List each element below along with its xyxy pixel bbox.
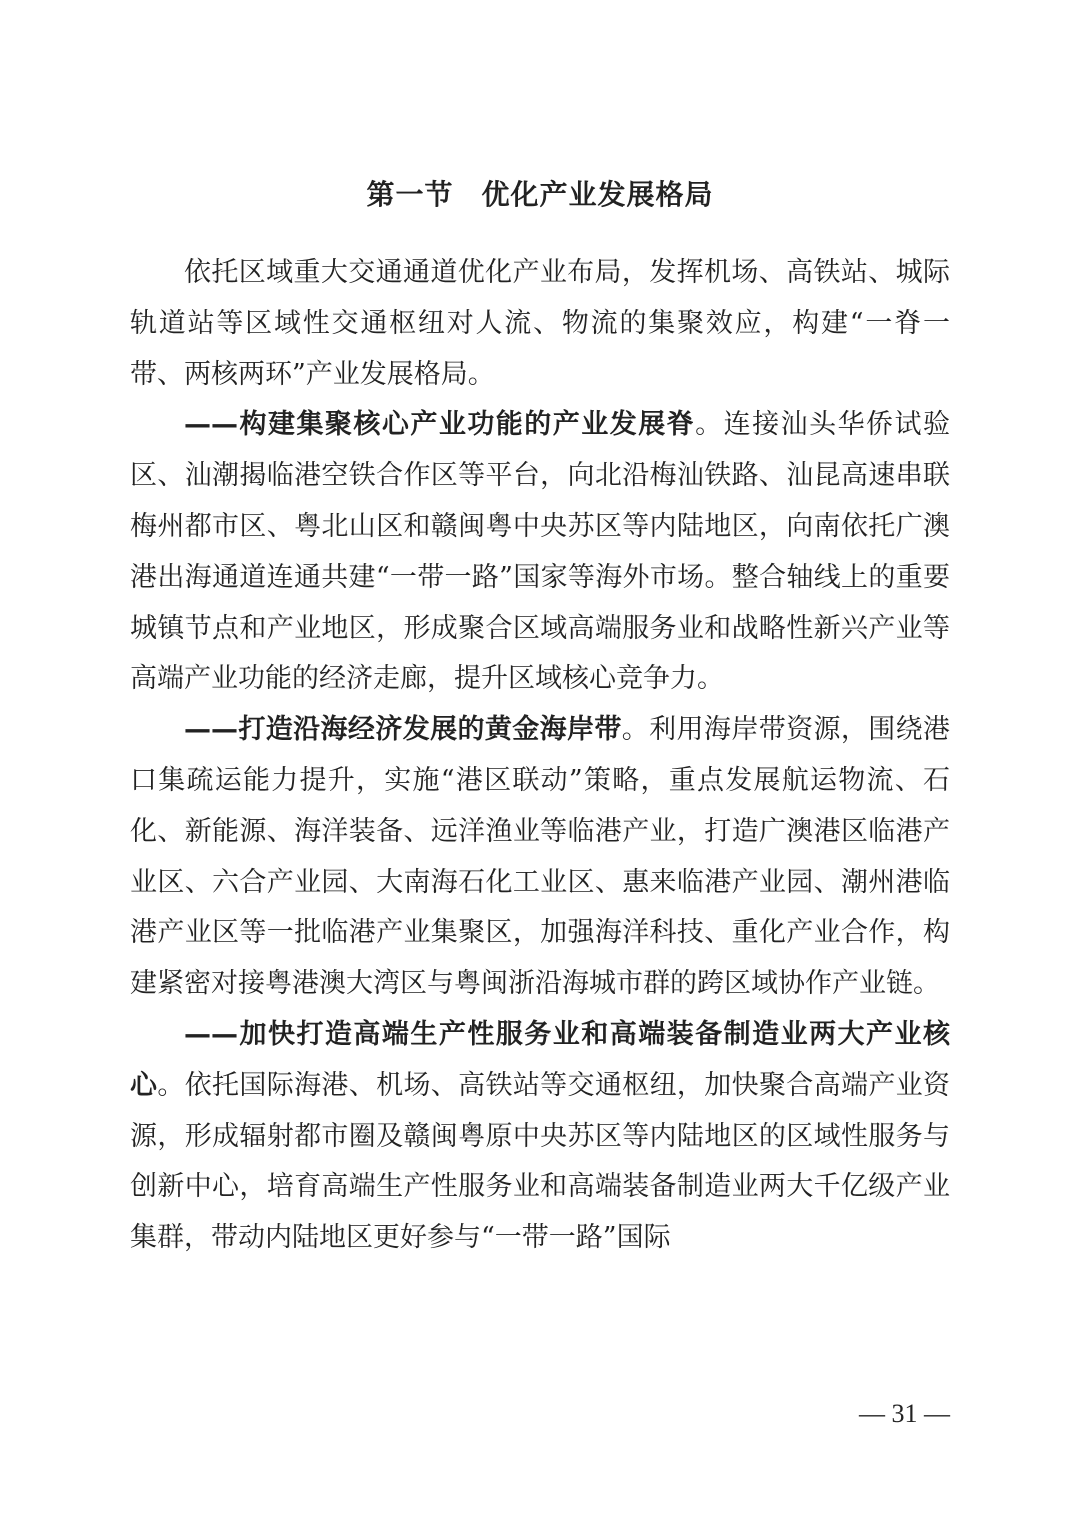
paragraph-text: 依托区域重大交通通道优化产业布局，发挥机场、高铁站、城际轨道站等区域性交通枢纽对人流、物流的集聚效应，构建“一脊一带、两核两环”产业发展格局。 xyxy=(130,257,950,390)
section-heading xyxy=(0,170,1080,220)
paragraph-text: 。依托国际海港、机场、高铁站等交通枢纽，加快聚合高端产业资源，形成辐射都市圈及赣闽粤原中央苏区等内陆地区的区域性服务与创新中心，培育高端生产性服务业和高端装备制造业两大千亿级产业集群，带动内陆地区更好参与“一带一路”国际 xyxy=(130,1069,951,1254)
paragraph-development-spine xyxy=(130,400,950,705)
paragraph-heading: ——加快打造高端生产性服务业和高端装备制造业两大产业核心 xyxy=(130,1018,950,1101)
paragraph-heading: ——构建集聚核心产业功能的产业发展脊 xyxy=(184,409,696,441)
paragraph-intro xyxy=(130,248,950,400)
paragraph-text: 。连接汕头华侨试验区、汕潮揭临港空铁合作区等平台，向北沿梅汕铁路、汕昆高速串联梅州都市区、粤北山区和赣闽粤中央苏区等内陆地区，向南依托广澳港出海通道连通共建“一带一路”国家等海外市场。整合轴线上的重要城镇节点和产业地区，形成聚合区域高端服务业和战略性新兴产业等高端产业功能的经济走廊，提升区域核心竞争力。 xyxy=(130,409,951,695)
paragraph-two-cores xyxy=(130,1010,950,1264)
page-number: — 31 — xyxy=(859,1399,950,1428)
body-text xyxy=(130,248,950,1264)
paragraph-text: 。利用海岸带资源，围绕港口集疏运能力提升，实施“港区联动”策略，重点发展航运物流、石化、新能源、海洋装备、远洋渔业等临港产业，打造广澳港区临港产业区、六合产业园、大南海石化工业区、惠来临港产业园、潮州港临港产业区等一批临港产业集聚区，加强海洋科技、重化产业合作，构建紧密对接粤港澳大湾区与粤闽浙沿海城市群的跨区域协作产业链。 xyxy=(130,714,951,1000)
section-number: 第一节 xyxy=(366,178,454,211)
paragraph-coastal-belt xyxy=(130,705,950,1010)
paragraph-heading: ——打造沿海经济发展的黄金海岸带 xyxy=(184,714,622,746)
section-title-text: 优化产业发展格局 xyxy=(481,178,714,211)
